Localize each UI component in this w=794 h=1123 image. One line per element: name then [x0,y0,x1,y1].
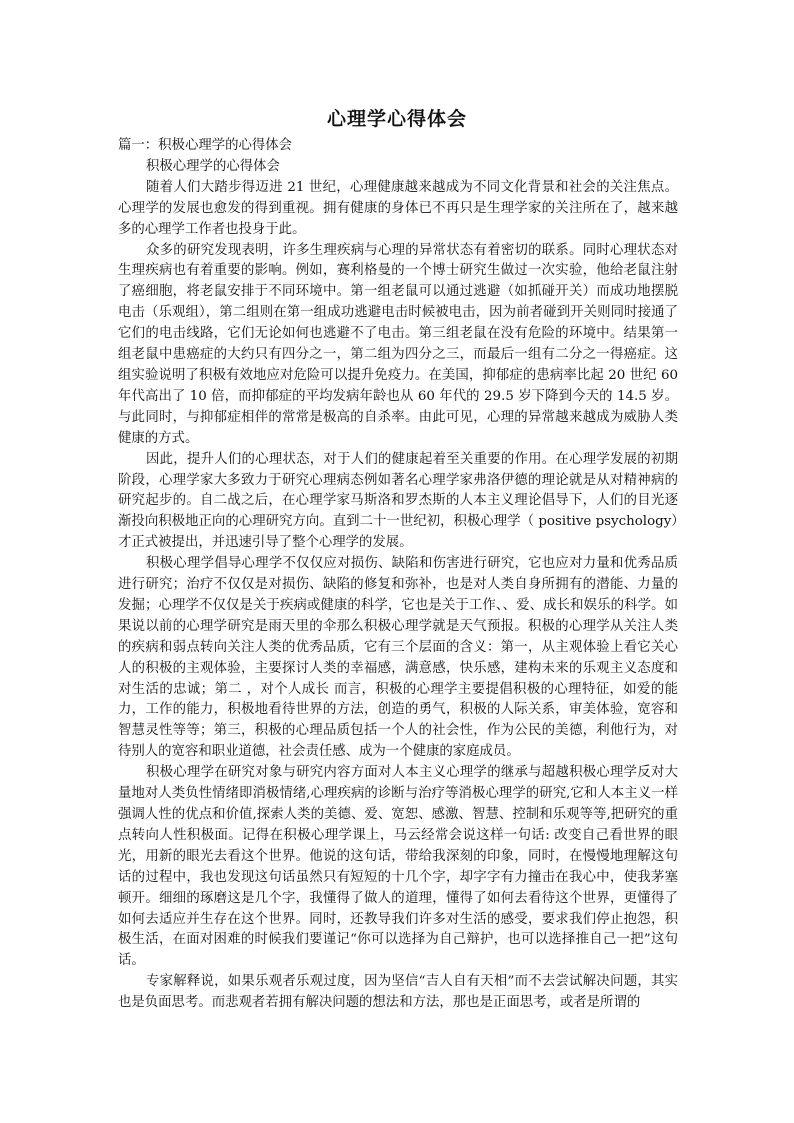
paragraph: 众多的研究发现表明，许多生理疾病与心理的异常状态有着密切的联系。同时心理状态对生理疾病也有着重要的影响。例如，赛利格曼的一个博士研究生做过一次实验，他给老鼠注射了癌细胞，将老鼠安排于不同环境中。第一组老鼠可以通过逃避（如抓碰开关）而成功地摆脱电击（乐观组），第二组则在第一组成功逃避电击时候被电击，因为前者碰到开关则同时接通了它们的电击线路，它们无论如何也逃避不了电击。第三组老鼠在没有危险的环境中。结果第一组老鼠中患癌症的大约只有四分之一，第二组为四分之三，而最后一组有二分之一得癌症。这组实验说明了积极有效地应对危险可以提升免疫力。在美国，抑郁症的患病率比起 20 世纪 60 年代高出了 10 倍，而抑郁症的平均发病年龄也从 60 年代的 29.5 岁下降到今天的 14.5 岁。与此同时，与抑郁症相伴的常常是极高的自杀率。由此可见，心理的异常越来越成为威胁人类健康的方式。 [118,242,678,446]
paragraph: 专家解释说，如果乐观者乐观过度，因为坚信“吉人自有天相”而不去尝试解决问题，其实也是负面思考。而悲观者若拥有解决问题的想法和方法，那也是正面思考，或者是所谓的 [118,974,678,1011]
subheading: 积极心理学的心得体会 [146,158,280,174]
page-title: 心理学心得体会 [326,108,467,130]
paragraph: 积极心理学在研究对象与研究内容方面对人本主义心理学的继承与超越积极心理学反对大量地对人类负性情绪即消极情绪,心理疾病的诊断与治疗等消极心理学的研究,它和人本主义一样强调人性的优点和价值,探索人类的美德、爱、宽恕、感激、智慧、控制和乐观等等,把研究的重点转向人性积极面。记得在积极心理学课上，马云经常会说这样一句话: 改变自己看世界的眼光，用新的眼光去看这个世界。他说的这句话，带给我深刻的印象，同时，在慢慢地理解这句话的过程中，我也发现这句话虽然只有短短的十几个字，却字字有力撞击在我心中，使我茅塞顿开。细细的琢磨这是几个字，我懂得了做人的道理，懂得了如何去看待这个世界，更懂得了如何去适应并生存在这个世界。同时，还教导我们许多对生活的感受，要求我们停止抱怨，积极生活，在面对困难的时候我们要谨记“你可以选择为自己辩护，也可以选择推自己一把”这句话。 [118,765,678,969]
paragraph: 积极心理学倡导心理学不仅仅应对损伤、缺陷和伤害进行研究，它也应对力量和优秀品质进行研究；治疗不仅仅是对损伤、缺陷的修复和弥补，也是对人类自身所拥有的潜能、力量的发掘；心理学不仅仅是关于疾病或健康的科学，它也是关于工作、、爱、成长和娱乐的科学。如果说以前的心理学研究是雨天里的伞那么积极心理学就是天气预报。积极的心理学从关注人类的疾病和弱点转向关注人类的优秀品质，它有三个层面的含义：第一，从主观体验上看它关心人的积极的主观体验，主要探讨人类的幸福感，满意感，快乐感，建构未来的乐观主义态度和对生活的忠诚；第二 ，对个人成长 而言，积极的心理学主要提倡积极的心理特征，如爱的能力，工作的能力，积极地看待世界的方法，创造的勇气，积极的人际关系，审美体验，宽容和智慧灵性等等；第三，积极的心理品质包括一个人的社会性，作为公民的美德，利他行为，对待别人的宽容和职业道德，社会责任感、成为一个健康的家庭成员。 [118,556,678,760]
paragraph: 随着人们大踏步得迈进 21 世纪，心理健康越来越成为不同文化背景和社会的关注焦点。心理学的发展也愈发的得到重视。拥有健康的身体已不再只是生理学家的关注所在了，越来越多的心理学工作者也投身于此。 [118,179,678,237]
paragraph: 因此，提升人们的心理状态，对于人们的健康起着至关重要的作用。在心理学发展的初期阶段，心理学家大多致力于研究心理病态例如著名心理学家弗洛伊德的理论就是从对精神病的研究起步的。自二战之后，在心理学家马斯洛和罗杰斯的人本主义理论倡导下，人们的目光逐渐投向积极地正向的心理研究方向。直到二十一世纪初，积极心理学（ positive psychology）才正式被提出，并迅速引导了整个心理学的发展。 [118,451,678,551]
section-heading: 篇一：积极心理学的心得体会 [118,138,293,153]
document-body [118,136,678,1014]
